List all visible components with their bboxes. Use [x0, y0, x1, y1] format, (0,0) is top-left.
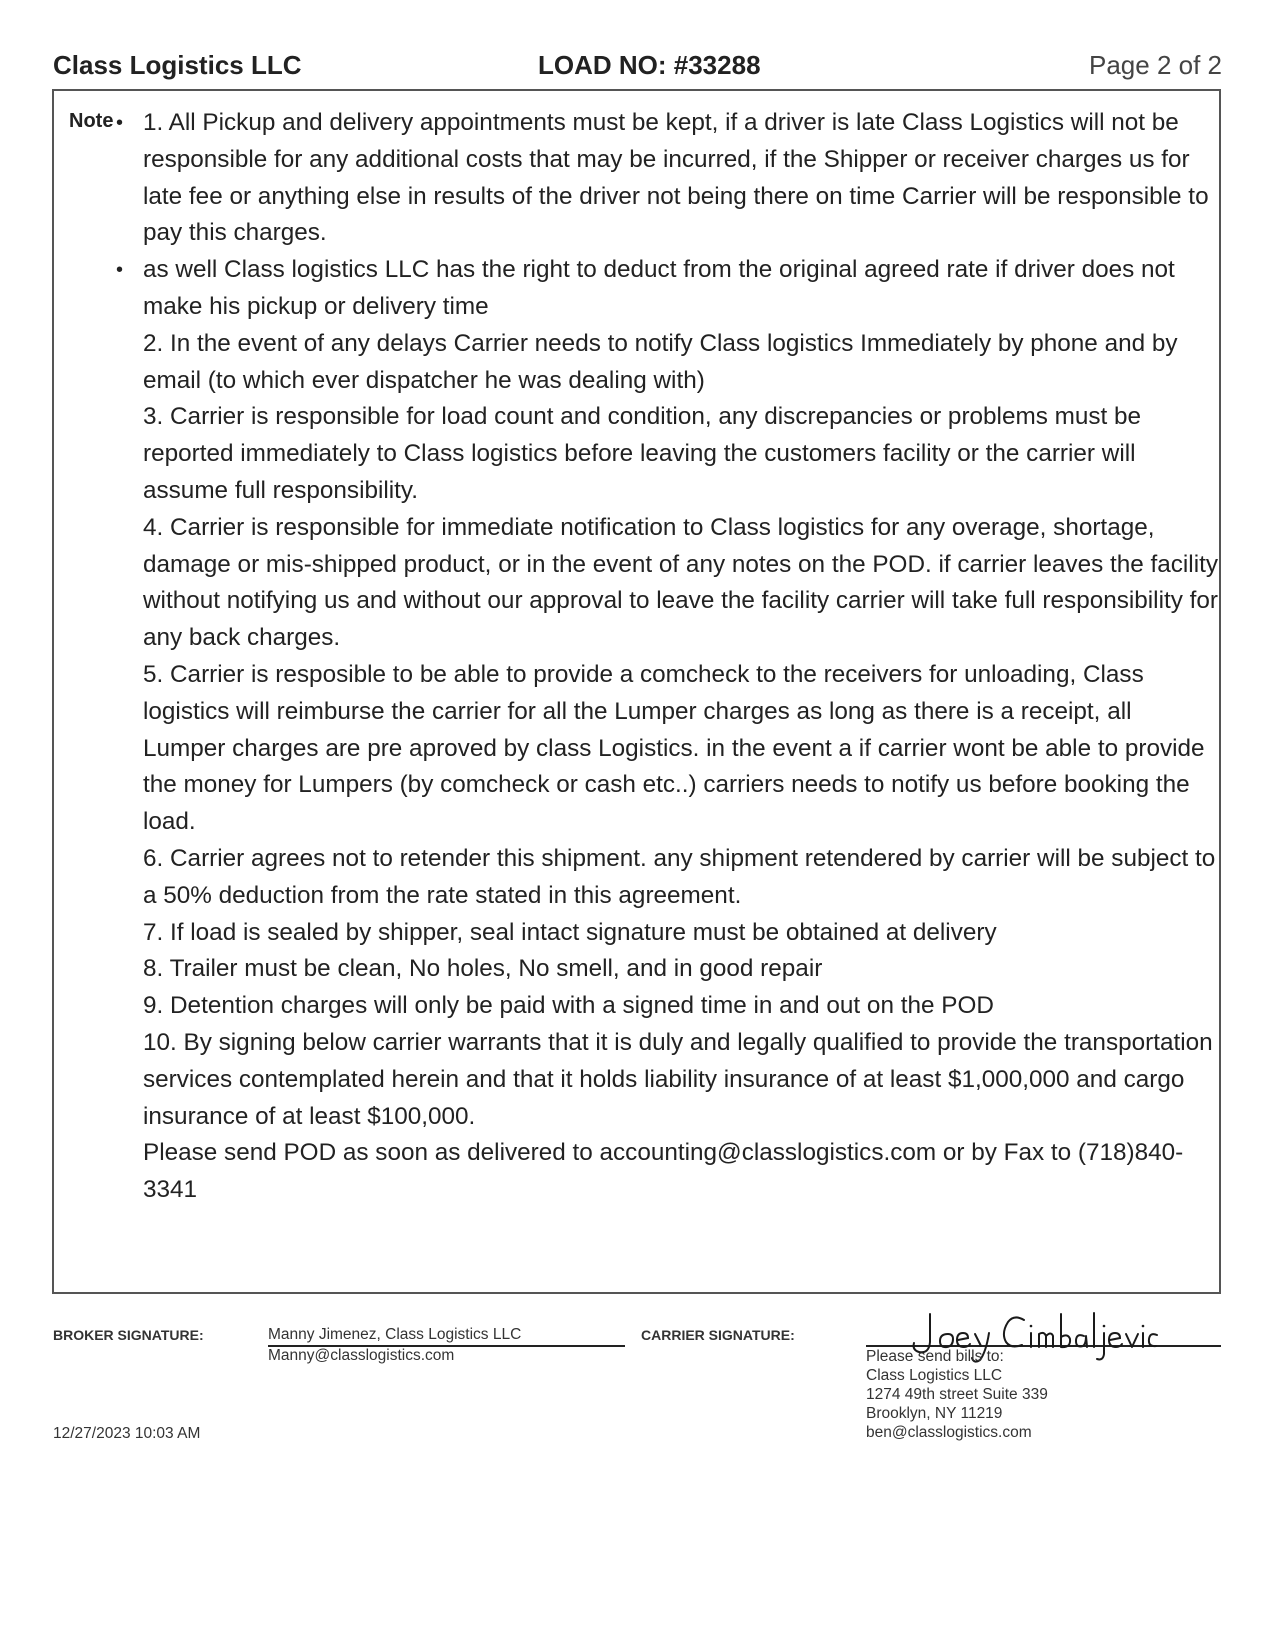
- note-item: [110, 105, 1220, 252]
- page-indicator: Page 2 of 2: [1089, 50, 1222, 80]
- broker-signature-label: BROKER SIGNATURE:: [53, 1327, 204, 1343]
- carrier-signature-label: CARRIER SIGNATURE:: [641, 1327, 795, 1343]
- bills-city: Brooklyn, NY 11219: [866, 1405, 1003, 1422]
- bills-company: Class Logistics LLC: [866, 1367, 1003, 1384]
- note-label: Note: [69, 110, 114, 132]
- note-item: [110, 252, 1220, 1209]
- timestamp: 12/27/2023 10:03 AM: [53, 1425, 201, 1442]
- note-text: as well Class logistics LLC has the right to deduct from the original agreed rate if driver does not make his pickup or delivery time 2. In the event of any delays Carrier needs to notify Class logistics Immediately by phone and by email (to which ever dispatcher he was dealing with) 3. Carrier is responsible for load count and condition, any discrepancies or problems must be reported immediately to Class logistics before leaving the customers facility or the carrier will assume full responsibility. 4. Carrier is responsible for immediate notification to Class logistics for any overage, shortage, damage or mis-shipped product, or in the event of any notes on the POD. if carrier leaves the facility without notifying us and without our approval to leave the facility carrier will take full responsibility for any back charges. 5. Carrier is resposible to be able to provide a comcheck to the receivers for unloading, Class logistics will reimburse the carrier for all the Lumper charges as long as there is a receipt, all Lumper charges are pre aproved by class Logistics. in the event a if carrier wont be able to provide the money for Lumpers (by comcheck or cash etc..) carriers needs to notify us before booking the load. 6. Carrier agrees not to retender this shipment. any shipment retendered by carrier will be subject to a 50% deduction from the rate stated in this agreement. 7. If load is sealed by shipper, seal intact signature must be obtained at delivery 8. Trailer must be clean, No holes, No smell, and in good repair 9. Detention charges will only be paid with a signed time in and out on the POD 10. By signing below carrier warrants that it is duly and legally qualified to provide the transportation services contemplated herein and that it holds liability insurance of at least $1,000,000 and cargo insurance of at least $100,000. Please send POD as soon as delivered to accounting@classlogistics.com or by Fax to (718)840-3341: [143, 256, 1219, 1204]
- bullet-icon: •: [116, 259, 124, 282]
- company-name: Class Logistics LLC: [53, 50, 302, 80]
- bills-street: 1274 49th street Suite 339: [866, 1386, 1048, 1403]
- bullet-icon: •: [116, 112, 124, 134]
- load-number: LOAD NO: #33288: [538, 50, 761, 80]
- note-list: [110, 105, 1220, 1209]
- bills-address-block: [866, 1347, 1048, 1442]
- notes-box: [52, 89, 1221, 1294]
- broker-email: Manny@classlogistics.com: [268, 1347, 455, 1364]
- note-text: 1. All Pickup and delivery appointments must be kept, if a driver is late Class Logistics will not be responsible for any additional costs that may be incurred, if the Shipper or receiver charges us for late fee or anything else in results of the driver not being there on time Carrier will be responsible to pay this charges.: [143, 109, 1209, 247]
- broker-name: Manny Jimenez, Class Logistics LLC: [268, 1326, 522, 1343]
- bills-heading: Please send bills to:: [866, 1348, 1004, 1365]
- bills-email: ben@classlogistics.com: [866, 1424, 1032, 1441]
